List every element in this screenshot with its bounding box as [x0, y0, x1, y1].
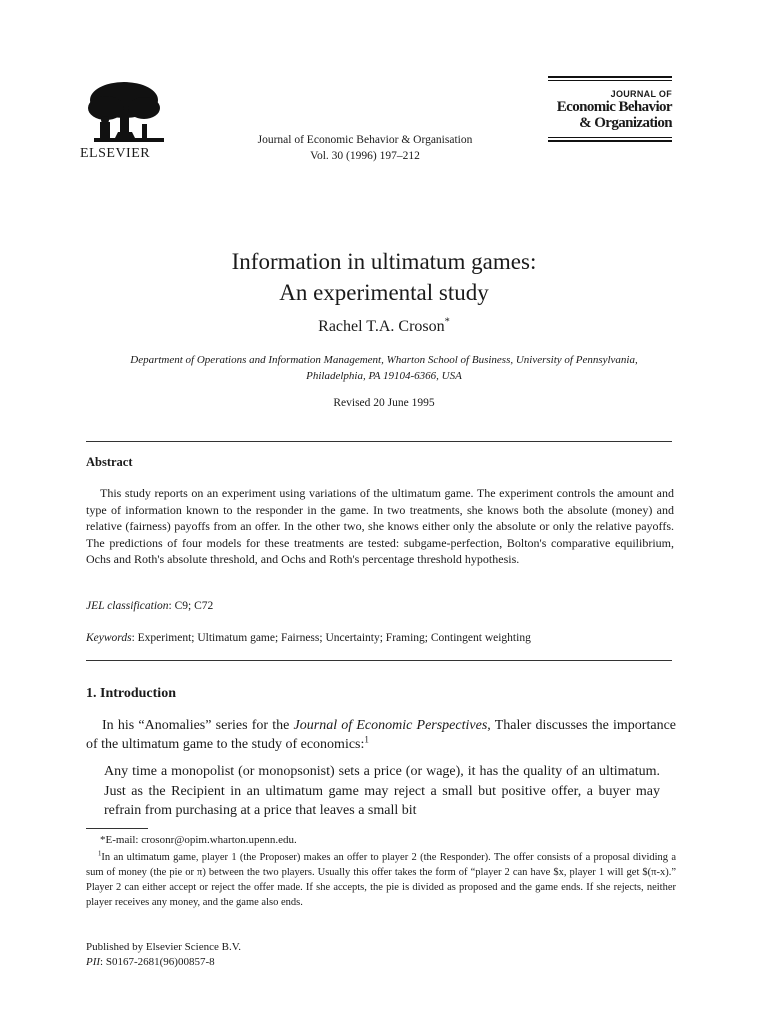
rule-below-keywords — [86, 660, 672, 661]
footnote-1-mark: 1 — [98, 850, 102, 858]
journal-brand-line1: Economic Behavior — [556, 99, 672, 115]
section-heading-introduction: 1. Introduction — [86, 686, 176, 701]
keywords — [86, 632, 531, 644]
intro-paragraph — [86, 716, 676, 754]
footnote-rule — [86, 828, 148, 829]
author-footnote-mark: * — [444, 316, 450, 328]
jel-value: : C9; C72 — [168, 600, 214, 612]
jel-label: JEL classification — [86, 600, 169, 612]
jel-classification — [86, 600, 213, 612]
footnote-1-text: In an ultimatum game, player 1 (the Proposer) makes an offer to player 2 (the Responder). The offer consists of a proposal dividing a sum of money (the pie or π) between the two players. Usually this offer takes the form of “player 2 can have $x, player 1 will get $(π-x).” Player 2 can either accept or reject the offer made. If she accepts, the pie is divided as proposed and the game ends. If she rejects, neither player receives any money, and the game also ends. — [86, 852, 676, 908]
revised-date: Revised 20 June 1995 — [333, 397, 435, 409]
paper-title-line1: Information in ultimatum games: — [231, 249, 537, 274]
brand-rule-top — [548, 76, 672, 78]
block-quote: Any time a monopolist (or monopsonist) sets a price (or wage), it has the quality of an ultimatum. Just as the Recipient in an ultimatum game may reject a small but positive offer, a buyer may refrain from purchasing at a price that leaves a small bit — [104, 764, 660, 818]
journal-brand-line2: & Organization — [579, 115, 672, 131]
paper-title — [0, 246, 768, 308]
abstract-body: This study reports on an experiment using variations of the ultimatum game. The experiment controls the amount and type of information known to the responder in the game. In two treatments, she knows both the absolute (money) and relative (fairness) payoffs from an offer. In the other two, she knows either only the absolute or only the relative payoffs. The predictions of four models for these treatments are tested: subgame-perfection, Bolton's comparative equilibrium, Ochs and Roth's absolute threshold, and Ochs and Roth's percentage threshold hypothesis. — [86, 486, 674, 566]
brand-rule-bottom-thin — [548, 137, 672, 138]
email-text: E-mail: crosonr@opim.wharton.upenn.edu. — [105, 834, 297, 846]
published-by: Published by Elsevier Science B.V. — [86, 941, 241, 953]
intro-footnote-mark: 1 — [364, 734, 369, 745]
pii-line — [86, 955, 241, 970]
pii-label: PII — [86, 956, 101, 968]
journal-brand-of: JOURNAL OF — [610, 89, 672, 99]
email-mark: * — [100, 834, 106, 846]
affiliation: Department of Operations and Information Management, Wharton School of Business, University of Pennsylvania, Philadelphia, PA 19104-6366, USA — [130, 354, 638, 382]
intro-text-b: , Thaler discusses the importance of the ultimatum game to the study of economics: — [86, 718, 677, 752]
publisher-info — [86, 940, 241, 970]
publisher-name: ELSEVIER — [80, 146, 151, 161]
brand-rule-top-thin — [548, 80, 672, 81]
footnote-email — [100, 834, 297, 846]
pii-value: : S0167-2681(96)00857-8 — [100, 956, 215, 968]
author-name: Rachel T.A. Croson — [318, 318, 445, 335]
paper-title-line2: An experimental study — [279, 280, 489, 305]
footnote-1 — [86, 850, 676, 910]
author-line — [0, 318, 768, 336]
journal-citation — [200, 132, 530, 164]
journal-brand — [548, 76, 672, 144]
keywords-label: Keywords — [86, 632, 132, 644]
brand-rule-bottom — [548, 140, 672, 142]
abstract-heading: Abstract — [86, 455, 133, 469]
intro-text-a: In his “Anomalies” series for the — [102, 718, 294, 733]
journal-citation-volume: Vol. 30 (1996) 197–212 — [310, 150, 420, 162]
rule-above-abstract — [86, 441, 672, 442]
journal-citation-name: Journal of Economic Behavior & Organisation — [257, 134, 473, 146]
keywords-value: : Experiment; Ultimatum game; Fairness; Uncertainty; Framing; Contingent weighting — [131, 632, 531, 644]
intro-journal-name: Journal of Economic Perspectives — [293, 718, 488, 733]
